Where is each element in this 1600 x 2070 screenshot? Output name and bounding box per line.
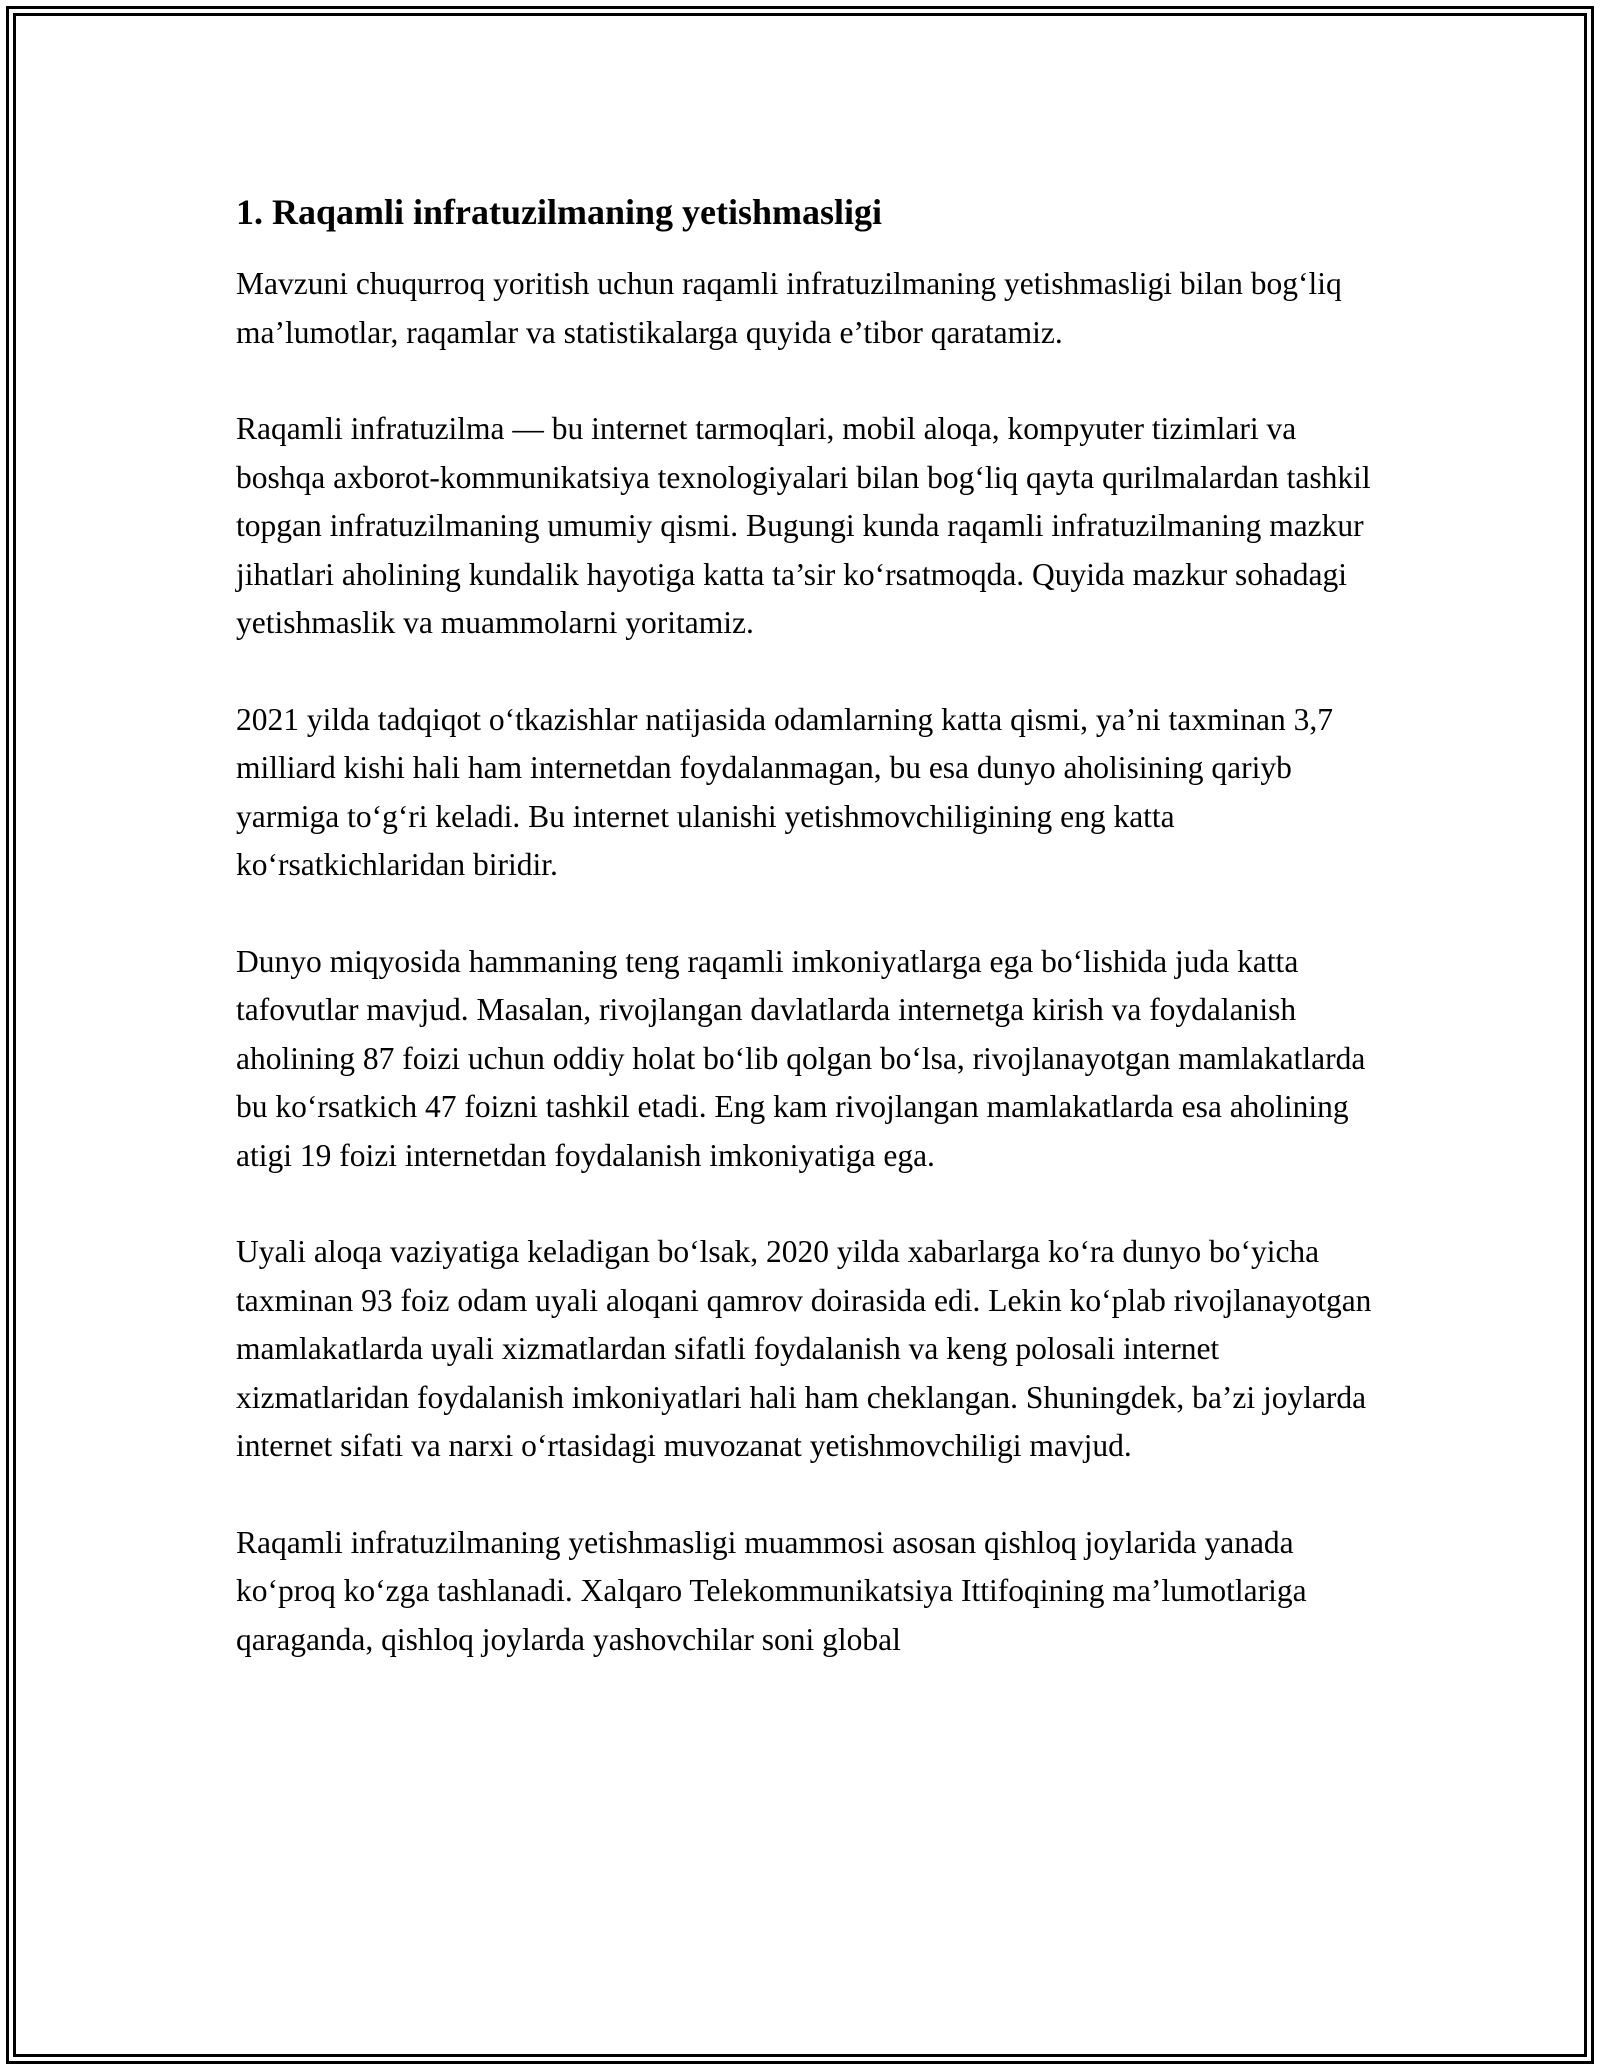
paragraph-intro: Mavzuni chuqurroq yoritish uchun raqamli infratuzilmaning yetishmasligi bilan bog‘liq ma’lumotlar, raqamlar va statistikalarga quyida e’tibor qaratamiz. [236, 266, 1342, 350]
section-title: 1. Raqamli infratuzilmaning yetishmasligi [236, 192, 883, 232]
paragraph-mobile-coverage: Uyali aloqa vaziyatiga keladigan bo‘lsak, 2020 yilda xabarlarga ko‘ra dunyo bo‘yicha taxminan 93 foiz odam uyali aloqani qamrov doirasida edi. Lekin ko‘plab rivojlanayotgan mamlakatlarda uyali xizmatlardan sifatli foydalanish va keng polosali internet xizmatlaridan foydalanish imkoniyatlari hali ham cheklangan. Shuningdek, ba’zi joylarda internet sifati va narxi o‘rtasidagi muvozanat yetishmovchiligi mavjud. [236, 1234, 1372, 1463]
paragraph-definition: Raqamli infratuzilma — bu internet tarmoqlari, mobil aloqa, kompyuter tizimlari va boshqa axborot-kommunikatsiya texnologiyalari bilan bog‘liq qayta qurilmalardan tashkil topgan infratuzilmaning umumiy qismi. Bugungi kunda raqamli infratuzilmaning mazkur jihatlari aholining kundalik hayotiga katta ta’sir ko‘rsatmoqda. Quyida mazkur sohadagi yetishmaslik va muammolarni yoritamiz. [236, 411, 1371, 640]
paragraph-digital-gap: Dunyo miqyosida hammaning teng raqamli imkoniyatlarga ega bo‘lishida juda katta tafovutlar mavjud. Masalan, rivojlangan davlatlarda internetga kirish va foydalanish aholining 87 foizi uchun oddiy holat bo‘lib qolgan bo‘lsa, rivojlanayotgan mamlakatlarda bu ko‘rsatkich 47 foizni tashkil etadi. Eng kam rivojlangan mamlakatlarda esa aholining atigi 19 foizi internetdan foydalanish imkoniyatiga ega. [236, 943, 1366, 1173]
paragraph-rural-areas: Raqamli infratuzilmaning yetishmasligi muammosi asosan qishloq joylarida yanada ko‘proq ko‘zga tashlanadi. Xalqaro Telekommunikatsiya Ittifoqining ma’lumotlariga qaraganda, qishloq joylarda yashovchilar soni global [236, 1524, 1307, 1657]
document-body [236, 188, 1376, 1712]
paragraph-internet-users: 2021 yilda tadqiqot o‘tkazishlar natijasida odamlarning katta qismi, ya’ni taxminan 3,7 milliard kishi hali ham internetdan foydalanmagan, bu esa dunyo aholisining qariyb yarmiga to‘g‘ri keladi. Bu internet ulanishi yetishmovchiligining eng katta ko‘rsatkichlaridan biridir. [236, 701, 1333, 882]
